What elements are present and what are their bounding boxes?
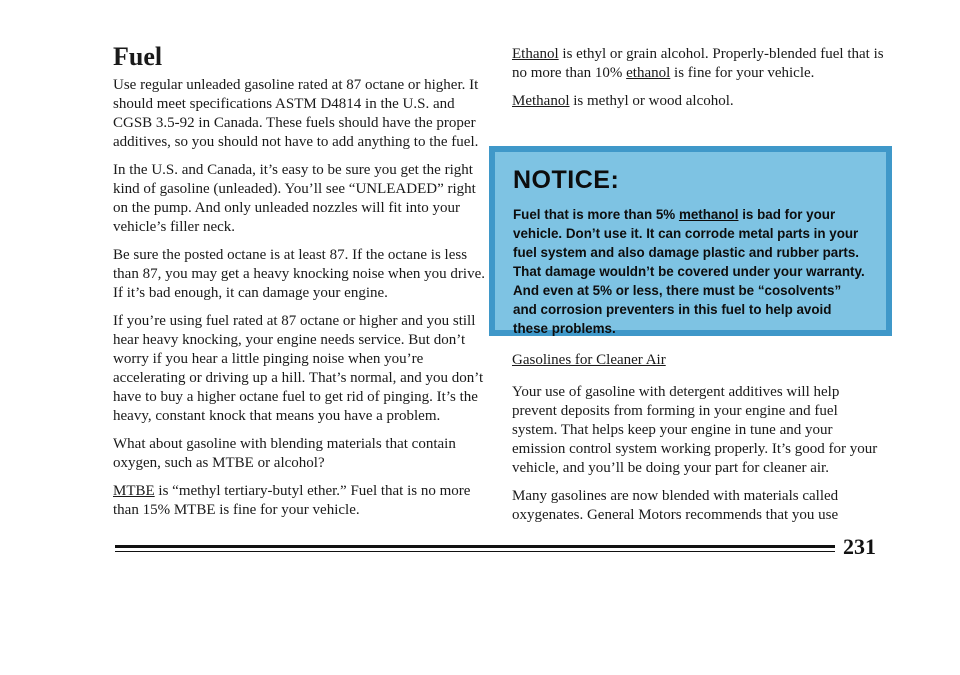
paragraph-methanol (512, 92, 884, 111)
paragraph-unleaded: In the U.S. and Canada, it’s easy to be sure you get the right kind of gasoline (unleaded). You’ll see “UNLEADED” right on the pump. And only unleaded nozzles will fit into your vehicle’s filler neck. (113, 162, 476, 235)
term-ethanol: Ethanol (512, 46, 559, 62)
footer-rule-thick (115, 545, 835, 548)
paragraph-ethanol (512, 45, 884, 83)
notice-text-a: Fuel that is more than 5% (513, 207, 679, 222)
methanol-text: is methyl or wood alcohol. (569, 93, 734, 109)
paragraph-fuel-spec: Use regular unleaded gasoline rated at 87 octane or higher. It should meet specifications ASTM D4814 in the U.S. and CGSB 3.5-92 in Canada. These fuels should have the proper additives, so you should not have to add anything to the fuel. (113, 77, 479, 150)
notice-title: NOTICE: (513, 166, 620, 194)
ethanol-text-a: is ethyl or grain alcohol. Properly-blended fuel that is no more than 10% (512, 46, 884, 81)
notice-text-b: is bad for your vehicle. Don’t use it. It can corrode metal parts in your fuel system and also damage plastic and rubber parts. That damage wouldn’t be covered under your warranty. And even at 5% or less, there must be “cosolvents” and corrosion preventers in this fuel to help avoid these problems. (513, 207, 865, 336)
paragraph-knocking: If you’re using fuel rated at 87 octane or higher and you still hear heavy knocking, your engine needs service. But don’t worry if you hear a little pinging noise when you’re accelerating or driving up a hill. That’s normal, and you don’t have to buy a higher octane fuel to get rid of pinging. It’s the heavy, constant knock that means you have a problem. (113, 313, 484, 424)
notice-term-methanol: methanol (678, 207, 739, 222)
paragraph-octane: Be sure the posted octane is at least 87. If the octane is less than 87, you may get a heavy knocking noise when you drive. If it’s bad enough, it can damage your engine. (113, 247, 485, 301)
footer-rule-thin (115, 551, 835, 552)
paragraph-blending: What about gasoline with blending materials that contain oxygen, such as MTBE or alcohol? (113, 436, 456, 471)
term-methanol: Methanol (512, 93, 570, 109)
notice-text (513, 205, 868, 338)
notice-box (489, 146, 892, 336)
right-column-top (512, 45, 884, 120)
term-ethanol-inline: ethanol (626, 65, 671, 81)
section-heading: Gasolines for Cleaner Air (512, 352, 666, 368)
right-column-bottom (512, 352, 884, 534)
left-column (113, 76, 485, 529)
paragraph-mtbe (113, 482, 485, 520)
paragraph-detergent: Your use of gasoline with detergent additives will help prevent deposits from forming in your engine and fuel system. That helps keep your engine in tune and your emission control system working properly. It’s good for your vehicle, and you’ll be doing your part for cleaner air. (512, 384, 878, 476)
ethanol-text-b: is fine for your vehicle. (670, 65, 815, 81)
page-title: Fuel (113, 42, 163, 71)
paragraph-oxygenates: Many gasolines are now blended with materials called oxygenates. General Motors recommends that you use (512, 488, 839, 523)
page-number: 231 (843, 534, 876, 559)
term-mtbe: MTBE (113, 483, 155, 499)
notice-inner (495, 152, 886, 336)
mtbe-text: is “methyl tertiary-butyl ether.” Fuel that is no more than 15% MTBE is fine for your vehicle. (113, 483, 471, 518)
